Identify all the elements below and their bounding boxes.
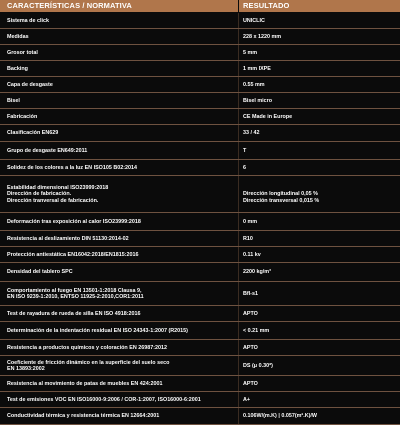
table-row [0, 109, 400, 125]
table-row [0, 340, 400, 356]
characteristic-cell [7, 322, 235, 340]
column-divider [238, 340, 239, 356]
result-cell [243, 322, 395, 340]
table-row [0, 282, 400, 306]
characteristic-text: Densidad del tablero SPC [7, 269, 73, 276]
result-text: Bfl-s1 [243, 290, 258, 297]
table-row [0, 322, 400, 340]
table-row [0, 61, 400, 77]
result-text: 33 / 42 [243, 130, 260, 137]
result-cell [243, 45, 395, 61]
characteristic-text: Clasificación EN629 [7, 130, 59, 137]
table-row [0, 77, 400, 93]
result-cell [243, 376, 395, 392]
result-text: 5 mm [243, 49, 258, 56]
characteristic-cell [7, 282, 235, 306]
characteristic-cell [7, 263, 235, 282]
characteristic-text: Capa de desgaste [7, 81, 53, 88]
characteristic-text: Medidas [7, 33, 29, 40]
column-divider [238, 93, 239, 109]
characteristic-text: Dirección tranversal de fabricación. [7, 197, 99, 204]
characteristic-cell [7, 93, 235, 109]
result-cell [243, 160, 395, 176]
column-divider [238, 231, 239, 247]
characteristic-cell [7, 340, 235, 356]
result-cell [243, 13, 395, 29]
column-divider [238, 45, 239, 61]
column-divider [238, 376, 239, 392]
characteristic-cell [7, 356, 235, 376]
column-divider [238, 13, 239, 29]
characteristic-cell [7, 61, 235, 77]
characteristic-cell [7, 45, 235, 61]
result-cell [243, 125, 395, 142]
header-divider [238, 0, 239, 12]
result-cell [243, 306, 395, 322]
characteristic-cell [7, 109, 235, 125]
characteristic-text: Comportamiento al fuego EN 13501-1:2018 Clausa 9, [7, 287, 142, 294]
characteristic-text: Coeficiente de fricción dinámico en la superficie del suelo seco [7, 359, 170, 366]
column-divider [238, 125, 239, 142]
characteristic-text: Resistencia al movimiento de patas de muebles EN 424:2001 [7, 380, 163, 387]
table-row [0, 263, 400, 282]
result-text: 2200 kg/m³ [243, 269, 271, 276]
characteristic-text: Test de emisiones VOC EN ISO16000-9:2006 / COR-1:2007, ISO16000-6:2001 [7, 396, 201, 403]
characteristic-text: Conductividad térmica y resistencia térmica EN 12664:2001 [7, 413, 160, 420]
table-row [0, 142, 400, 160]
column-divider [238, 29, 239, 45]
result-cell [243, 213, 395, 231]
characteristic-text: Dirección de fabricación. [7, 191, 72, 198]
column-divider [238, 356, 239, 376]
result-cell [243, 408, 395, 425]
result-cell [243, 93, 395, 109]
column-divider [238, 160, 239, 176]
table-row [0, 392, 400, 408]
table-row [0, 408, 400, 425]
column-divider [238, 263, 239, 282]
characteristic-cell [7, 13, 235, 29]
result-cell [243, 356, 395, 376]
result-text: UNICLIC [243, 17, 265, 24]
table-row [0, 160, 400, 176]
column-divider [238, 282, 239, 306]
characteristic-text: Sistema de click [7, 17, 49, 24]
table-row [0, 306, 400, 322]
table-row [0, 176, 400, 213]
table-row [0, 29, 400, 45]
characteristic-cell [7, 392, 235, 408]
characteristic-text: Bisel [7, 97, 20, 104]
table-row [0, 125, 400, 142]
column-divider [238, 142, 239, 160]
characteristic-text: Deformación tras exposición al calor ISO23999:2018 [7, 218, 141, 225]
result-cell [243, 231, 395, 247]
characteristic-text: Grupo de desgaste EN649:2011 [7, 147, 88, 154]
result-text: 228 x 1220 mm [243, 33, 282, 40]
column-divider [238, 213, 239, 231]
characteristic-text: EN 13893:2002 [7, 366, 45, 372]
header-characteristics: CARACTERÍSTICAS / NORMATIVA [7, 1, 132, 10]
characteristic-cell [7, 213, 235, 231]
characteristic-cell [7, 160, 235, 176]
characteristic-cell [7, 231, 235, 247]
characteristic-cell [7, 176, 235, 213]
characteristic-text: Solidez de los colores a la luz EN ISO105 B02:2014 [7, 164, 138, 171]
characteristic-text: Backing [7, 65, 28, 72]
characteristic-text: Fabricación [7, 113, 38, 120]
column-divider [238, 109, 239, 125]
column-divider [238, 306, 239, 322]
result-cell [243, 61, 395, 77]
characteristic-cell [7, 77, 235, 93]
characteristic-cell [7, 408, 235, 425]
result-text: APTO [243, 344, 258, 351]
result-cell [243, 77, 395, 93]
result-text: R10 [243, 235, 253, 242]
result-text: T [243, 147, 247, 154]
result-text: Bisel micro [243, 97, 273, 104]
result-cell [243, 109, 395, 125]
result-text: 0.106W/(m.K) | 0.057(m².K)/W [243, 413, 317, 420]
result-text: < 0.21 mm [243, 327, 270, 334]
result-text: APTO [243, 310, 258, 317]
characteristic-text: Resistencia a productos químicos y coloración EN 26987:2012 [7, 344, 167, 351]
column-divider [238, 247, 239, 263]
table-row [0, 247, 400, 263]
result-text: 6 [243, 164, 246, 171]
table-row [0, 13, 400, 29]
table-row [0, 45, 400, 61]
column-divider [238, 408, 239, 425]
table-row [0, 376, 400, 392]
result-cell [243, 282, 395, 306]
result-text: Dirección longitudinal 0,05 % [243, 191, 318, 198]
result-cell [243, 247, 395, 263]
characteristic-cell [7, 125, 235, 142]
characteristic-cell [7, 376, 235, 392]
result-text: A+ [243, 396, 251, 403]
result-text: Dirección transversal 0,015 % [243, 197, 320, 204]
characteristic-text: Resistencia al deslizamiento DIN 51130:2014-02 [7, 235, 129, 242]
table-row [0, 213, 400, 231]
result-cell [243, 263, 395, 282]
table-row [0, 93, 400, 109]
characteristic-text: Protección antiestática EN16042:2018/EN1815:2016 [7, 251, 139, 258]
table-row [0, 356, 400, 376]
column-divider [238, 77, 239, 93]
header-result: RESULTADO [243, 1, 290, 10]
characteristic-cell [7, 306, 235, 322]
characteristic-cell [7, 142, 235, 160]
result-text: 1 mm IXPE [243, 65, 271, 72]
characteristic-text: Determinación de la indentación residual EN ISO 24343-1:2007 (R2015) [7, 327, 188, 334]
characteristic-text: Estabilidad dimensional ISO23999:2018 [7, 185, 109, 192]
result-text: 0.55 mm [243, 81, 265, 88]
table-row [0, 231, 400, 247]
result-cell [243, 142, 395, 160]
result-text: 0 mm [243, 218, 258, 225]
result-cell [243, 392, 395, 408]
characteristic-cell [7, 29, 235, 45]
column-divider [238, 61, 239, 77]
result-text: APTO [243, 380, 258, 387]
result-cell [243, 340, 395, 356]
result-text: DS (μ 0.30*) [243, 362, 273, 369]
result-text: CE Made in Europe [243, 113, 293, 120]
characteristic-text: Test de rayadura de rueda de silla EN ISO 4918:2016 [7, 310, 141, 317]
result-cell [243, 176, 395, 213]
column-divider [238, 392, 239, 408]
characteristic-text: Grosor total [7, 49, 38, 56]
result-text: 0.11 kv [243, 251, 261, 258]
table-header [0, 0, 400, 12]
column-divider [238, 322, 239, 340]
column-divider [238, 176, 239, 213]
characteristic-cell [7, 247, 235, 263]
characteristic-text: EN ISO 9239-1:2010, ENTSO 11925-2:2010,COR1:2011 [7, 294, 144, 300]
result-cell [243, 29, 395, 45]
